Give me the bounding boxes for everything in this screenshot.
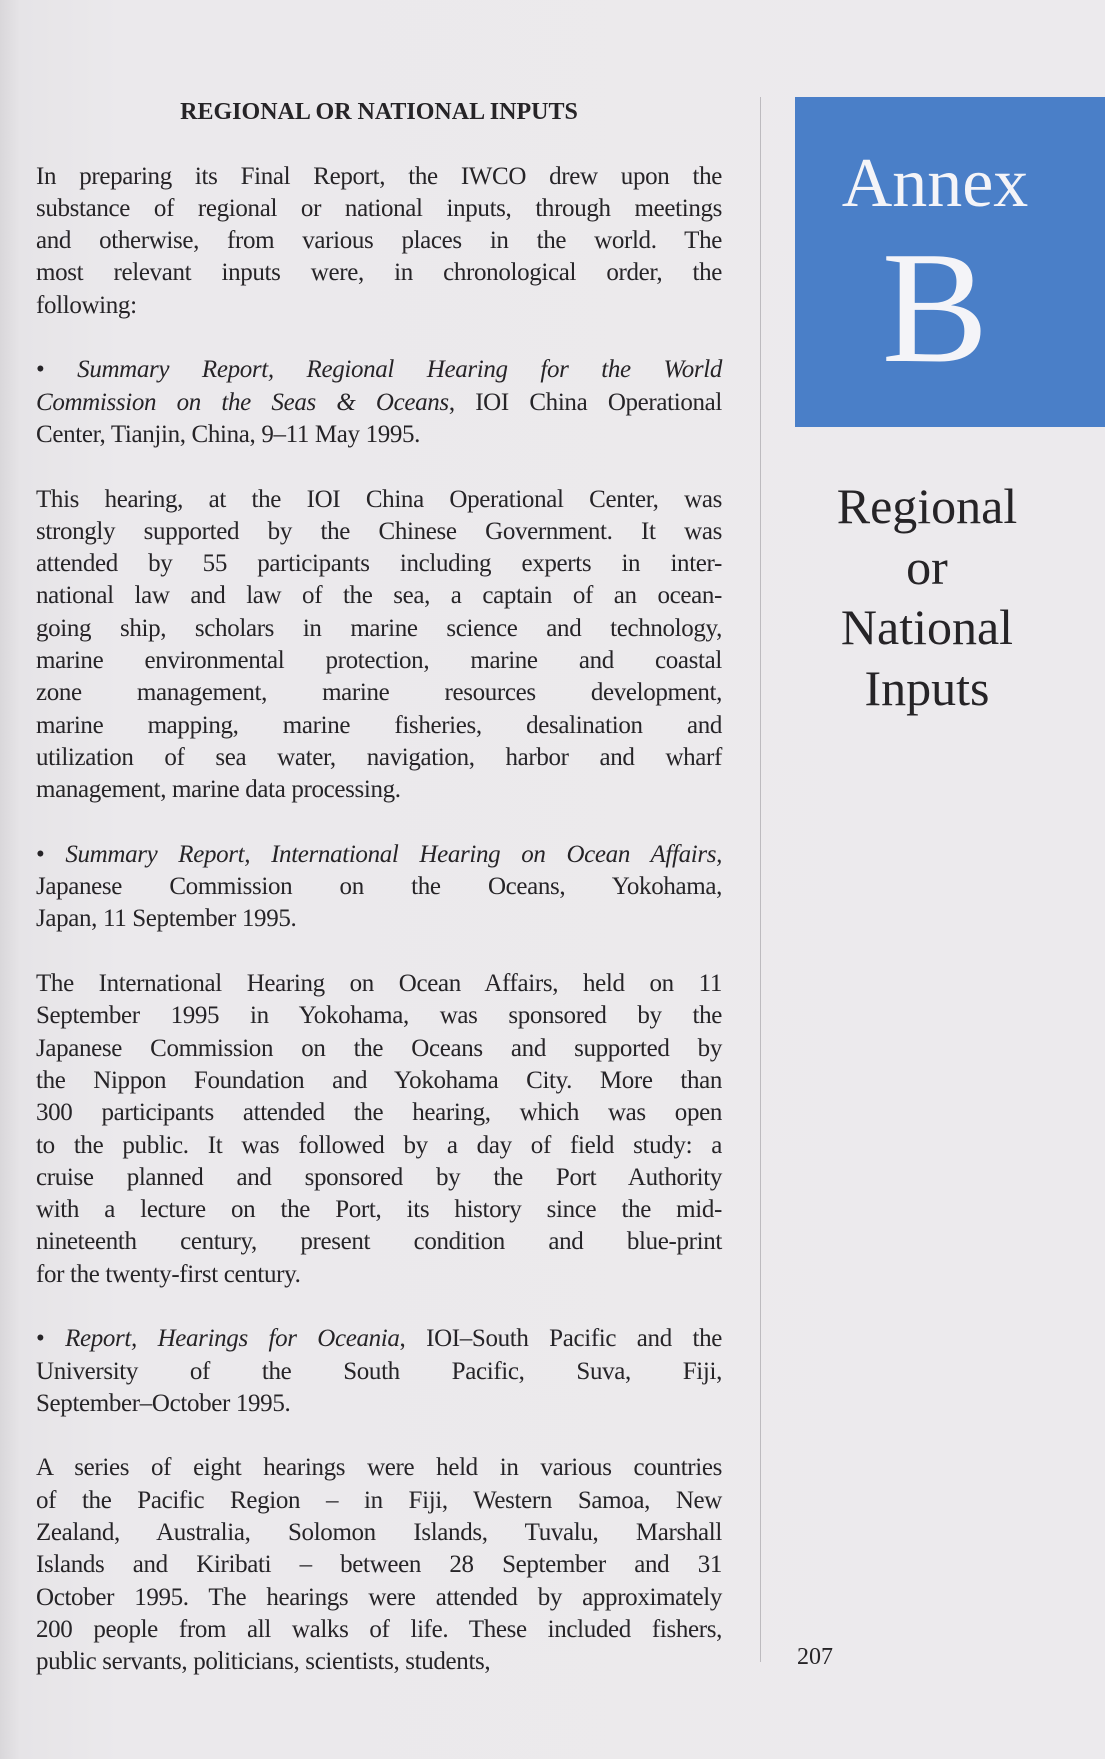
annex-title-line: National: [840, 599, 1014, 655]
text-line: [36, 1452, 722, 1484]
annex-title-line: Regional: [836, 478, 1018, 534]
text-segment: substance of regional or national inputs, through meetings: [36, 194, 722, 222]
paragraph-spacer: [36, 451, 722, 483]
paragraph-spacer: [36, 1420, 722, 1452]
text-line: [36, 1517, 722, 1549]
text-segment: Zealand, Australia, Solomon Islands, Tuvalu, Marshall: [36, 1519, 722, 1547]
text-line: [36, 1323, 722, 1355]
text-line: [36, 871, 722, 903]
text-line: [36, 1614, 722, 1646]
main-text-column: [36, 96, 722, 1679]
text-line: [36, 1033, 722, 1065]
text-segment: A series of eight hearings were held in various countries: [36, 1454, 722, 1482]
text-segment: •: [36, 840, 66, 868]
text-line: [36, 710, 722, 742]
paragraph-spacer: [36, 1291, 722, 1323]
text-line: [36, 1097, 722, 1129]
column-divider: [760, 97, 761, 1662]
text-line: [36, 290, 722, 322]
text-line: [36, 774, 722, 806]
text-line: [36, 516, 722, 548]
text-segment: In preparing its Final Report, the IWCO drew upon the: [36, 162, 722, 190]
text-line: [36, 1065, 722, 1097]
citation-title: Commission on the Seas & Oceans: [36, 388, 449, 416]
text-segment: Japan, 11 September 1995.: [36, 905, 297, 933]
text-segment: marine mapping, marine fisheries, desalination and: [36, 711, 722, 739]
text-segment: 200 people from all walks of life. These included fishers,: [36, 1615, 722, 1643]
text-segment: Japanese Commission on the Oceans, Yokohama,: [36, 873, 722, 901]
text-segment: utilization of sea water, navigation, harbor and wharf: [36, 743, 722, 771]
text-segment: zone management, marine resources development,: [36, 679, 722, 707]
annex-word: Annex: [841, 145, 1029, 222]
annex-title-line: or: [906, 538, 948, 595]
text-line: [36, 419, 722, 451]
paragraph-spacer: [36, 807, 722, 839]
text-line: [36, 354, 722, 386]
text-segment: This hearing, at the IOI China Operational Center, was: [36, 485, 722, 513]
text-segment: Islands and Kiribati – between 28 September and 31: [36, 1551, 722, 1579]
text-line: [36, 1259, 722, 1291]
text-line: [36, 1226, 722, 1258]
citation-title: Summary Report, International Hearing on Ocean Affairs,: [65, 840, 722, 868]
text-segment: •: [36, 1325, 66, 1353]
annex-label-box: [795, 97, 1105, 427]
text-line: [36, 548, 722, 580]
text-line: [36, 161, 722, 193]
text-segment: September 1995 in Yokohama, was sponsored by the: [36, 1002, 722, 1030]
text-line: [36, 742, 722, 774]
text-segment: 300 participants attended the hearing, which was open: [36, 1099, 722, 1127]
text-line: [36, 677, 722, 709]
text-line: [36, 1582, 722, 1614]
text-segment: nineteenth century, present condition and blue-print: [36, 1228, 722, 1256]
text-segment: strongly supported by the Chinese Government. It was: [36, 517, 722, 545]
text-segment: with a lecture on the Port, its history since the mid-: [36, 1196, 722, 1224]
citation-title: Report, Hearings for Oceania: [65, 1325, 400, 1353]
text-segment: for the twenty-first century.: [36, 1260, 301, 1288]
text-segment: most relevant inputs were, in chronological order, the: [36, 259, 722, 287]
text-segment: cruise planned and sponsored by the Port Authority: [36, 1163, 722, 1191]
text-line: [36, 1130, 722, 1162]
text-segment: and otherwise, from various places in the world. The: [36, 227, 722, 255]
text-line: [36, 1646, 722, 1678]
text-line: [36, 1485, 722, 1517]
annex-letter: B: [881, 218, 989, 396]
text-segment: •: [36, 356, 78, 384]
text-segment: public servants, politicians, scientists, students,: [36, 1648, 491, 1676]
text-line: [36, 193, 722, 225]
paragraph-spacer: [36, 128, 722, 160]
text-segment: , IOI China Operational: [448, 388, 722, 416]
text-line: [36, 968, 722, 1000]
text-line: [36, 1194, 722, 1226]
text-line: [36, 225, 722, 257]
text-segment: following:: [36, 291, 137, 319]
text-line: [36, 645, 722, 677]
text-line: [36, 257, 722, 289]
text-line: [36, 1388, 722, 1420]
text-line: [36, 1162, 722, 1194]
paragraph-spacer: [36, 322, 722, 354]
text-segment: the Nippon Foundation and Yokohama City. More than: [36, 1066, 722, 1094]
text-segment: Japanese Commission on the Oceans and supported by: [36, 1034, 722, 1062]
annex-title: [812, 476, 1042, 718]
section-heading: REGIONAL OR NATIONAL INPUTS: [180, 99, 578, 125]
text-segment: marine environmental protection, marine and coastal: [36, 647, 722, 675]
text-segment: going ship, scholars in marine science and technology,: [36, 614, 722, 642]
text-line: [36, 613, 722, 645]
text-line: [36, 1549, 722, 1581]
text-segment: of the Pacific Region – in Fiji, Western Samoa, New: [36, 1486, 722, 1514]
text-segment: Center, Tianjin, China, 9–11 May 1995.: [36, 420, 421, 448]
text-line: [36, 1356, 722, 1388]
text-line: [36, 387, 722, 419]
text-segment: The International Hearing on Ocean Affairs, held on 11: [36, 970, 722, 998]
text-segment: , IOI–South Pacific and the: [399, 1325, 723, 1353]
text-segment: attended by 55 participants including experts in inter-: [36, 550, 722, 578]
text-line: [36, 484, 722, 516]
text-line: [36, 839, 722, 871]
text-segment: October 1995. The hearings were attended by approximately: [36, 1583, 722, 1611]
text-line: [36, 903, 722, 935]
text-segment: management, marine data processing.: [36, 776, 401, 804]
paragraph-spacer: [36, 936, 722, 968]
text-segment: to the public. It was followed by a day of field study: a: [36, 1131, 722, 1159]
text-segment: national law and law of the sea, a captain of an ocean-: [36, 582, 722, 610]
annex-title-line: Inputs: [864, 659, 990, 716]
text-segment: University of the South Pacific, Suva, Fiji,: [36, 1357, 722, 1385]
text-segment: September–October 1995.: [36, 1389, 291, 1417]
citation-title: Summary Report, Regional Hearing for the World: [77, 356, 722, 384]
text-line: [36, 1000, 722, 1032]
page-number: 207: [797, 1644, 833, 1670]
text-line: [36, 580, 722, 612]
